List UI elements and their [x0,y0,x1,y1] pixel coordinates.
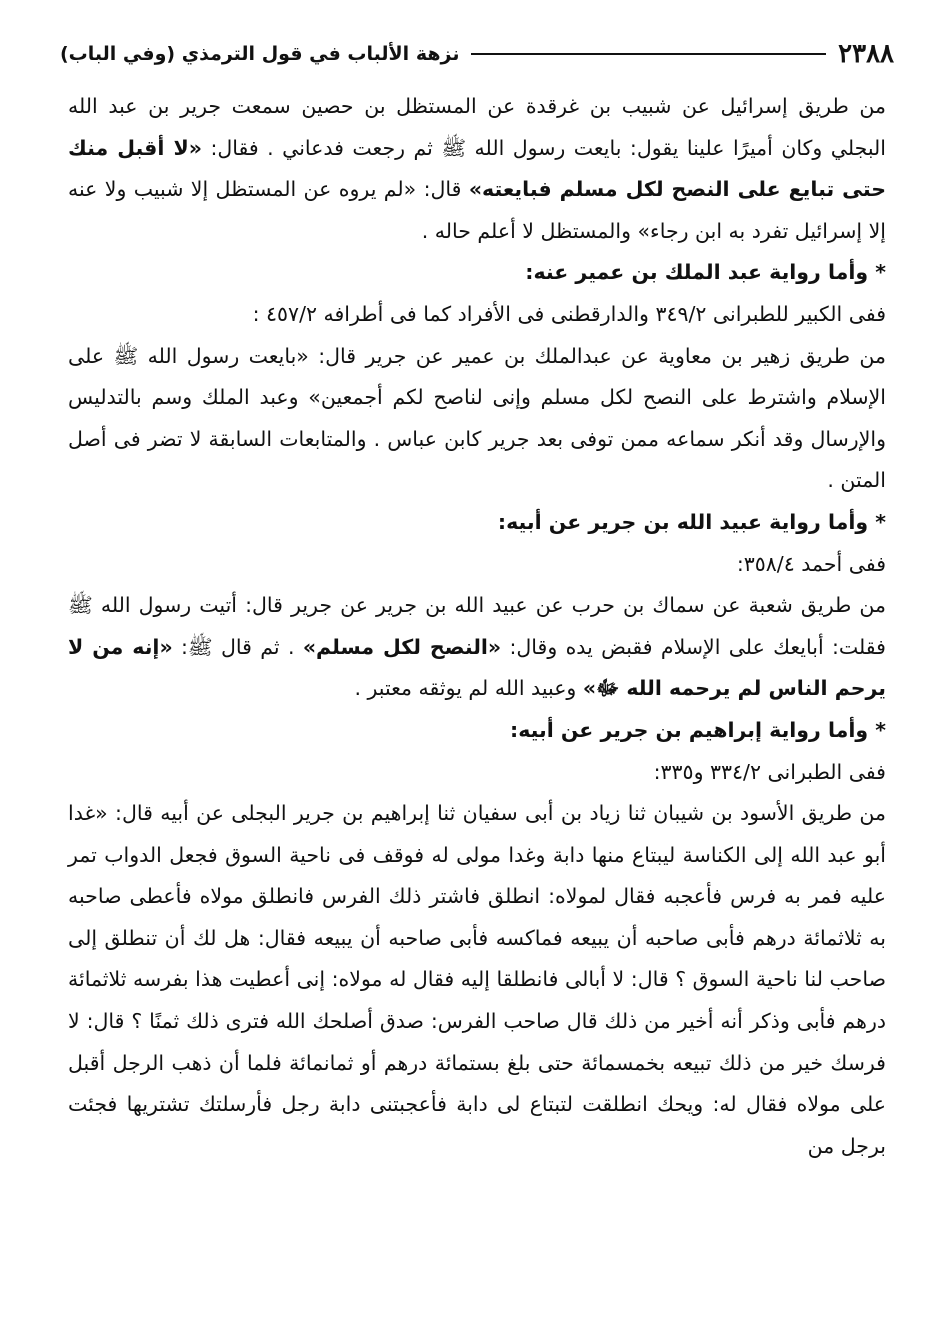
paragraph-text: من طريق شعبة عن سماك بن حرب عن عبيد الله بن جرير عن جرير قال: أتيت رسول الله ﷺ فقلت: أبايعك على الإسلام فقبض يده وقال: [68,593,886,659]
paragraph-text: من طريق زهير بن معاوية عن عبدالملك بن عمير عن جرير قال: «بايعت رسول الله ﷺ على الإسلام واشترط على النصح لكل مسلم وإنى لناصح لكم أجمعين» وعبد الملك وسم بالتدليس والإرسال وقد أنكر سماعه ممن توفى بعد جرير كابن عباس . والمتابعات السابقة لا تضر فى أصل المتن . [68,343,886,493]
paragraph-text: وعبيد الله لم يوثقه معتبر . [354,676,583,701]
quoted-hadith-text: «إنه من لا يرحم الناس لم يرحمه الله ﷻ» [68,634,886,701]
paragraph-text: . ثم قال ﷺ: [172,634,303,659]
paragraph-text: من طريق إسرائيل عن شبيب بن غرقدة عن المستظل بن حصين سمعت جرير بن عبد الله البجلي وكان أميرًا علينا يقول: بايعت رسول الله ﷺ ثم رجعت فدعاني . فقال: [68,94,887,160]
quoted-hadith-text: «النصح لكل مسلم» [302,634,502,659]
section-heading: * وأما رواية عبد الملك بن عمير عنه: [525,260,886,285]
header-rule [471,53,826,55]
paragraph-text: من طريق الأسود بن شيبان ثنا زياد بن أبى سفيان ثنا إبراهيم بن جرير البجلى عن أبيه قال: «غدا أبو عبد الله إلى الكناسة ليبتاع منها دابة وغدا مولى له فوقف فى ناحية السوق فجعل الدواب تمر عليه فمر به فرس فأعجبه فقال لمولاه: انطلق فاشتر ذلك الفرس فانطلق مولاه فأعطى صاحبه به ثلاثمائة درهم فأبى صاحبه أن يبيعه فماكسه فأبى صاحبه أن يبيعه فقال: هل لك أن تنطلق إلى صاحب لنا ناحية السوق ؟ قال: لا أبالى فانطلقا إليه فقال له مولاه: إنى أعطيت هذا بفرسه ثلاثمائة درهم فأبى وذكر أنه أخير من ذلك قال صاحب الفرس: صدق أصلحك الله فترى ذلك ثمنًا ؟ قال: لا فرسك خير من ذلك تبيعه بخمسمائة حتى بلغ بستمائة درهم أو ثمانمائة فلما أن ذهب الرجل أقبل على مولاه فقال له: ويحك انطلقت لتبتاع لى دابة فأعجبتنى دابة رجل فأرسلتك تشتريها فجئت برجل من [68,801,886,1158]
paragraph [68,336,886,502]
paragraph [68,585,886,710]
page-number: ٢٣٨٨ [838,39,894,69]
section-heading: * وأما رواية إبراهيم بن جرير عن أبيه: [510,717,886,742]
paragraph [68,86,886,252]
source-reference: ففى أحمد ٣٥٨/٤: [736,551,886,576]
paragraph-text: قال: «لم يروه عن المستظل إلا شبيب ولا عنه إلا إسرائيل تفرد به ابن رجاء» والمستظل لا أعلم حاله . [68,177,886,243]
page-body [68,86,886,1167]
quoted-hadith-text: «لا أقبل منك حتى تبايع على النصح لكل مسلم فبايعته» [68,135,887,202]
paragraph [68,793,886,1167]
source-reference: ففى الطبرانى ٣٣٤/٢ و٣٣٥: [653,759,886,784]
source-reference: ففى الكبير للطبرانى ٣٤٩/٢ والدارقطنى فى الأفراد كما فى أطرافه ٤٥٧/٢ : [252,301,886,326]
running-title: نزهة الألباب في قول الترمذي (وفي الباب) [60,43,460,65]
page-header [60,34,894,74]
section-heading: * وأما رواية عبيد الله بن جرير عن أبيه: [497,509,886,534]
